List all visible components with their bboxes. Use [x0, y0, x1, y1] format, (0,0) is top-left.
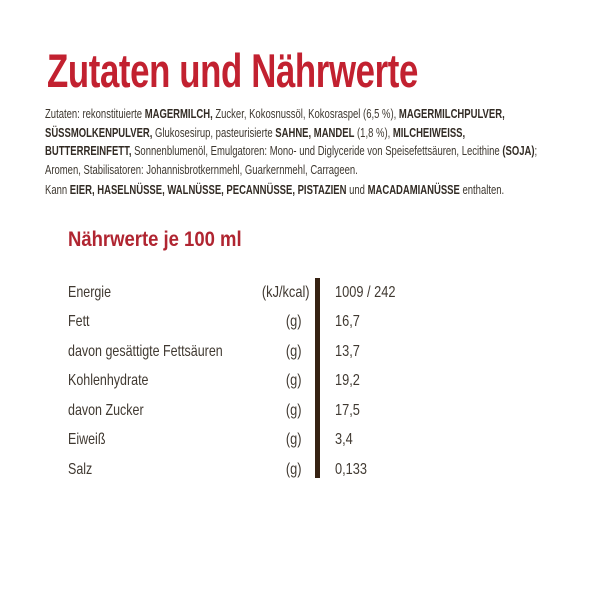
page-title-text: Zutaten und Nährwerte — [47, 44, 418, 97]
row-unit — [250, 283, 310, 302]
row-value — [302, 343, 528, 361]
row-value-text: 19,2 — [335, 372, 360, 390]
row-label — [68, 372, 250, 390]
row-unit — [250, 431, 302, 449]
table-separator-bar — [315, 278, 320, 478]
row-label-text: Salz — [68, 460, 93, 478]
row-label — [68, 313, 250, 331]
row-label-text: Fett — [68, 313, 90, 331]
row-unit-text: (g) — [286, 313, 302, 331]
row-value-text: 13,7 — [335, 342, 360, 360]
row-unit-text: (kJ/kcal) — [261, 283, 310, 301]
row-value — [302, 402, 528, 420]
row-unit-text: (g) — [286, 342, 302, 360]
row-value-text: 3,4 — [335, 431, 353, 449]
row-label-text: davon gesättigte Fettsäuren — [68, 342, 223, 360]
ingredient-text: Zutaten: rekonstituierte — [45, 106, 145, 121]
row-value — [302, 372, 528, 390]
ingredients-line — [45, 161, 537, 180]
row-label — [68, 402, 250, 420]
nutrition-heading-text: Nährwerte je 100 ml — [68, 228, 242, 251]
row-value — [302, 431, 528, 449]
allergen-line — [45, 181, 504, 200]
row-label — [68, 431, 250, 449]
ingredient-text: Zucker, Kokosnussöl, Kokosraspel (6,5 %), — [212, 106, 399, 121]
ingredient-text: (1,8 %), — [354, 124, 393, 140]
row-label-text: Kohlenhydrate — [68, 372, 149, 390]
row-value — [302, 461, 528, 479]
row-label — [68, 284, 250, 302]
nutrition-table — [68, 278, 528, 485]
row-label-text: davon Zucker — [68, 401, 144, 419]
row-unit — [250, 313, 302, 331]
ingredients-text — [45, 105, 537, 179]
row-unit — [250, 402, 302, 420]
ingredient-text: Sonnenblumenöl, Emulgatoren: Mono- und Diglyceride von Speisefettsäuren, Lecithine — [131, 143, 503, 159]
ingredient-text: Aromen, Stabilisatoren: Johannisbrotkernmehl, Guarkernmehl, Carrageen. — [45, 161, 358, 177]
row-value-text: 16,7 — [335, 313, 360, 331]
ingredient-emphasis: EIER, HASELNÜSSE, WALNÜSSE, PECANNÜSSE, PISTAZIEN — [69, 182, 347, 197]
ingredient-emphasis: BUTTERREINFETT, — [45, 143, 132, 159]
row-value-text: 1009 / 242 — [335, 283, 396, 301]
page-title — [47, 44, 548, 97]
ingredient-text: und — [346, 182, 368, 197]
ingredient-emphasis: MILCHEIWEISS, — [392, 124, 466, 140]
ingredient-emphasis: SAHNE, MANDEL — [275, 124, 355, 140]
allergen-text — [45, 181, 504, 200]
ingredients-line — [45, 105, 537, 124]
row-unit-text: (g) — [286, 431, 302, 449]
ingredient-text: Kann — [45, 182, 70, 197]
row-unit-text: (g) — [286, 401, 302, 419]
ingredient-text: enthalten. — [459, 182, 505, 197]
row-value-text: 17,5 — [335, 401, 360, 419]
row-unit — [250, 343, 302, 361]
row-value — [302, 313, 528, 331]
row-value — [302, 284, 528, 302]
ingredient-emphasis: MAGERMILCH, — [144, 106, 213, 121]
row-label — [68, 461, 250, 479]
row-unit-text: (g) — [286, 460, 302, 478]
row-unit — [250, 461, 302, 479]
row-label-text: Eiweiß — [68, 431, 106, 449]
nutrition-heading — [68, 227, 265, 253]
row-value-text: 0,133 — [335, 460, 368, 478]
ingredient-text: ; — [534, 143, 538, 159]
ingredient-emphasis: SÜSSMOLKENPULVER, — [45, 124, 153, 140]
row-label — [68, 343, 250, 361]
ingredient-emphasis: MACADAMIANÜSSE — [367, 182, 460, 197]
ingredients-line — [45, 124, 537, 143]
row-label-text: Energie — [68, 283, 112, 301]
row-unit-text: (g) — [286, 372, 302, 390]
ingredient-emphasis: (SOJA) — [502, 143, 535, 159]
ingredients-line — [45, 142, 537, 161]
ingredient-emphasis: MAGERMILCHPULVER, — [398, 106, 505, 121]
row-unit — [250, 372, 302, 390]
ingredient-text: Glukosesirup, pasteurisierte — [152, 124, 276, 140]
